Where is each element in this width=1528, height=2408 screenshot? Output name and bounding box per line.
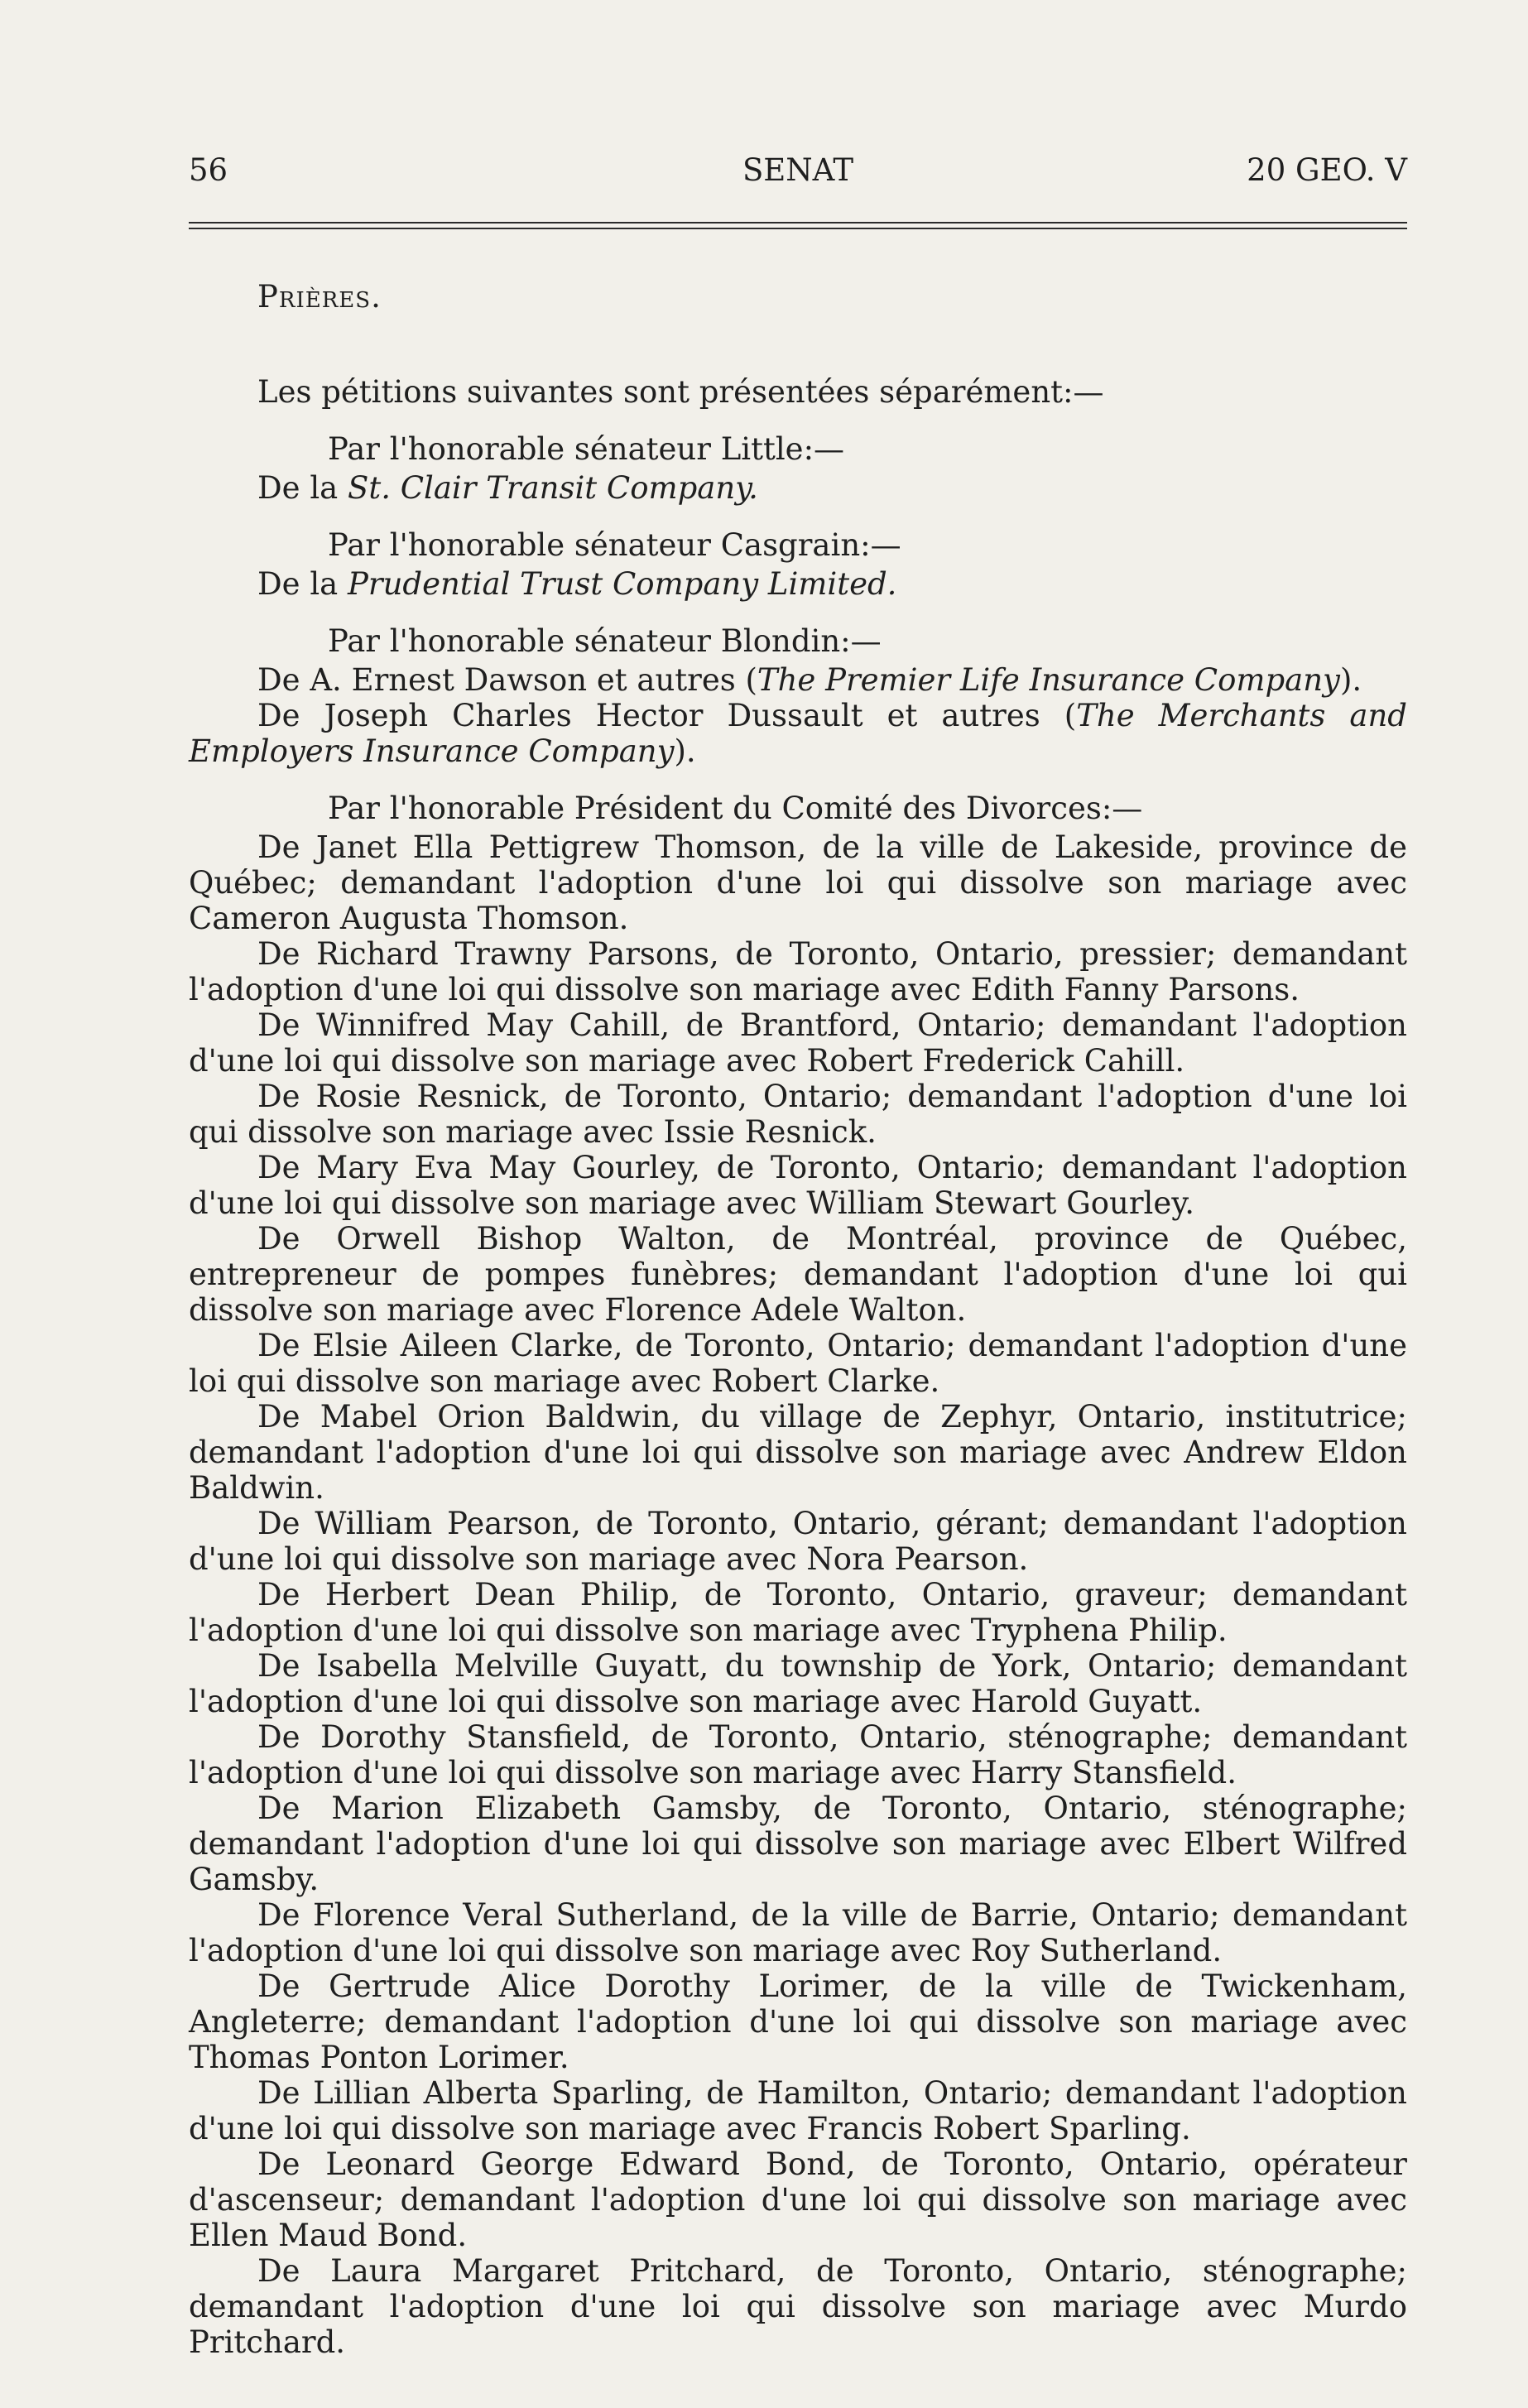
- divorce-petition: De Orwell Bishop Walton, de Montréal, province de Québec, entrepreneur de pompes funèbres; demandant l'adoption d'une loi qui dissolve son mariage avec Florence Adele Walton.: [189, 1221, 1407, 1328]
- divorce-petition: De Mary Eva May Gourley, de Toronto, Ontario; demandant l'adoption d'une loi qui dissolve son mariage avec William Stewart Gourley.: [189, 1150, 1407, 1221]
- presenter-casgrain: Par l'honorable sénateur Casgrain:—: [328, 527, 901, 563]
- presenter-divorces: Par l'honorable Président du Comité des Divorces:—: [328, 791, 1143, 826]
- prieres-heading: Prières.: [257, 279, 382, 315]
- divorce-petition: De Winnifred May Cahill, de Brantford, Ontario; demandant l'adoption d'une loi qui dissolve son mariage avec Robert Frederick Cahill.: [189, 1007, 1407, 1079]
- presenter-blondin: Par l'honorable sénateur Blondin:—: [328, 623, 882, 659]
- page-number: 56: [189, 152, 228, 188]
- divorce-petition: De Laura Margaret Pritchard, de Toronto, Ontario, sténographe; demandant l'adoption d'une loi qui dissolve son mariage avec Murdo Pritchard.: [189, 2253, 1407, 2360]
- divorce-petition: De Florence Veral Sutherland, de la ville de Barrie, Ontario; demandant l'adoption d'une loi qui dissolve son mariage avec Roy Sutherland.: [189, 1897, 1407, 1968]
- divorce-petition: De Rosie Resnick, de Toronto, Ontario; demandant l'adoption d'une loi qui dissolve son mariage avec Issie Resnick.: [189, 1079, 1407, 1150]
- petition-dussault: De Joseph Charles Hector Dussault et autres (The Merchants and Employers Insurance Company).: [189, 698, 1407, 769]
- body-text: [189, 279, 1407, 2360]
- presenter-little: Par l'honorable sénateur Little:—: [328, 431, 845, 467]
- divorce-petition: De Leonard George Edward Bond, de Toronto, Ontario, opérateur d'ascenseur; demandant l'adoption d'une loi qui dissolve son mariage avec Ellen Maud Bond.: [189, 2146, 1407, 2253]
- divorce-petitions-list: [189, 829, 1407, 2360]
- regnal-year: 20 GEO. V: [1247, 152, 1407, 188]
- divorce-petition: De Isabella Melville Guyatt, du township de York, Ontario; demandant l'adoption d'une loi qui dissolve son mariage avec Harold Guyatt.: [189, 1648, 1407, 1719]
- divorce-petition: De Elsie Aileen Clarke, de Toronto, Ontario; demandant l'adoption d'une loi qui dissolve son mariage avec Robert Clarke.: [189, 1328, 1407, 1399]
- petitions-intro: Les pétitions suivantes sont présentées séparément:—: [257, 374, 1104, 410]
- running-header: [189, 147, 1407, 194]
- divorce-petition: De Janet Ella Pettigrew Thomson, de la ville de Lakeside, province de Québec; demandant l'adoption d'une loi qui dissolve son mariage avec Cameron Augusta Thomson.: [189, 829, 1407, 936]
- page-header-title: SENAT: [742, 152, 854, 188]
- petition-prudential: De la Prudential Trust Company Limited.: [257, 566, 897, 602]
- divorce-petition: De Mabel Orion Baldwin, du village de Zephyr, Ontario, institutrice; demandant l'adoption d'une loi qui dissolve son mariage avec Andrew Eldon Baldwin.: [189, 1399, 1407, 1506]
- header-double-rule: [189, 222, 1407, 229]
- divorce-petition: De Marion Elizabeth Gamsby, de Toronto, Ontario, sténographe; demandant l'adoption d'une loi qui dissolve son mariage avec Elbert Wilfred Gamsby.: [189, 1790, 1407, 1897]
- divorce-petition: De Gertrude Alice Dorothy Lorimer, de la ville de Twickenham, Angleterre; demandant l'adoption d'une loi qui dissolve son mariage avec Thomas Ponton Lorimer.: [189, 1968, 1407, 2075]
- divorce-petition: De Dorothy Stansfield, de Toronto, Ontario, sténographe; demandant l'adoption d'une loi qui dissolve son mariage avec Harry Stansfield.: [189, 1719, 1407, 1790]
- divorce-petition: De Herbert Dean Philip, de Toronto, Ontario, graveur; demandant l'adoption d'une loi qui dissolve son mariage avec Tryphena Philip.: [189, 1577, 1407, 1648]
- petition-st-clair: De la St. Clair Transit Company.: [257, 470, 758, 506]
- divorce-petition: De Lillian Alberta Sparling, de Hamilton, Ontario; demandant l'adoption d'une loi qui dissolve son mariage avec Francis Robert Sparling.: [189, 2075, 1407, 2146]
- divorce-petition: De William Pearson, de Toronto, Ontario, gérant; demandant l'adoption d'une loi qui dissolve son mariage avec Nora Pearson.: [189, 1506, 1407, 1577]
- petition-dawson: De A. Ernest Dawson et autres (The Premier Life Insurance Company).: [257, 662, 1362, 698]
- divorce-petition: De Richard Trawny Parsons, de Toronto, Ontario, pressier; demandant l'adoption d'une loi qui dissolve son mariage avec Edith Fanny Parsons.: [189, 936, 1407, 1007]
